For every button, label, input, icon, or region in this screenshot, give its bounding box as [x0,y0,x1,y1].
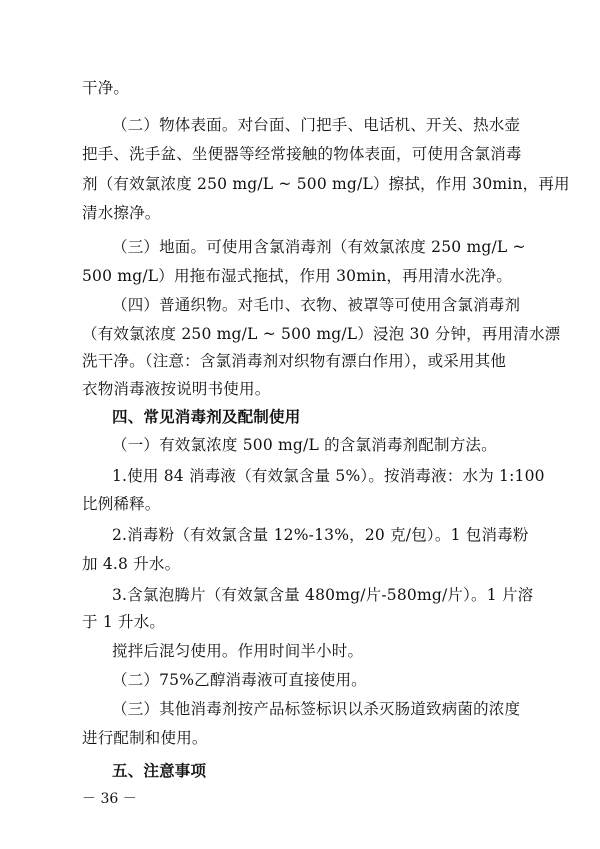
paragraph-surface-line-1: （二）物体表面。对台面、门把手、电话机、开关、热水壶 [112,116,521,134]
section-heading-disinfectants: 四、常见消毒剂及配制使用 [112,408,301,426]
paragraph-84-line-2: 比例稀释。 [82,495,161,513]
paragraph-surface-line-3: 剂（有效氯浓度 250 mg/L ~ 500 mg/L）擦拭，作用 30min，再用 [82,175,570,193]
paragraph-floor-line-1: （三）地面。可使用含氯消毒剂（有效氯浓度 250 mg/L ~ [112,238,526,256]
section-heading-precautions: 五、注意事项 [112,762,207,780]
paragraph-tablet-line-2: 于 1 升水。 [82,613,166,631]
paragraph-fabric-line-3: 洗干净。（注意：含氯消毒剂对织物有漂白作用），或采用其他 [82,352,507,370]
page-number: － 36 － [82,791,137,807]
paragraph-surface-line-2: 把手、洗手盆、坐便器等经常接触的物体表面，可使用含氯消毒 [82,145,522,163]
paragraph-ethanol: （二）75%乙醇消毒液可直接使用。 [112,671,367,689]
paragraph-surface-line-4: 清水擦净。 [82,204,161,222]
paragraph-other-disinfectants-line-1: （三）其他消毒剂按产品标签标识以杀灭肠道致病菌的浓度 [112,700,521,718]
paragraph-powder-line-1: 2.消毒粉（有效氯含量 12%-13%，20 克/包）。1 包消毒粉 [112,526,529,544]
paragraph-fabric-line-2: （有效氯浓度 250 mg/L ~ 500 mg/L）浸泡 30 分钟，再用清水漂 [82,325,561,343]
paragraph-other-disinfectants-line-2: 进行配制和使用。 [82,729,208,747]
text-line: 干净。 [82,79,130,97]
paragraph-fabric-line-4: 衣物消毒液按说明书使用。 [82,380,271,398]
paragraph-chlorine-method: （一）有效氯浓度 500 mg/L 的含氯消毒剂配制方法。 [112,436,497,454]
paragraph-floor-line-2: 500 mg/L）用拖布湿式拖拭，作用 30min，再用清水洗净。 [82,267,513,285]
paragraph-84-line-1: 1.使用 84 消毒液（有效氯含量 5%）。按消毒液：水为 1:100 [112,467,545,485]
paragraph-tablet-line-1: 3.含氯泡腾片（有效氯含量 480mg/片-580mg/片）。1 片溶 [112,586,534,604]
paragraph-stir-instruction: 搅拌后混匀使用。作用时间半小时。 [112,642,364,660]
paragraph-powder-line-2: 加 4.8 升水。 [82,555,181,573]
paragraph-fabric-line-1: （四）普通织物。对毛巾、衣物、被罩等可使用含氯消毒剂 [112,296,521,314]
